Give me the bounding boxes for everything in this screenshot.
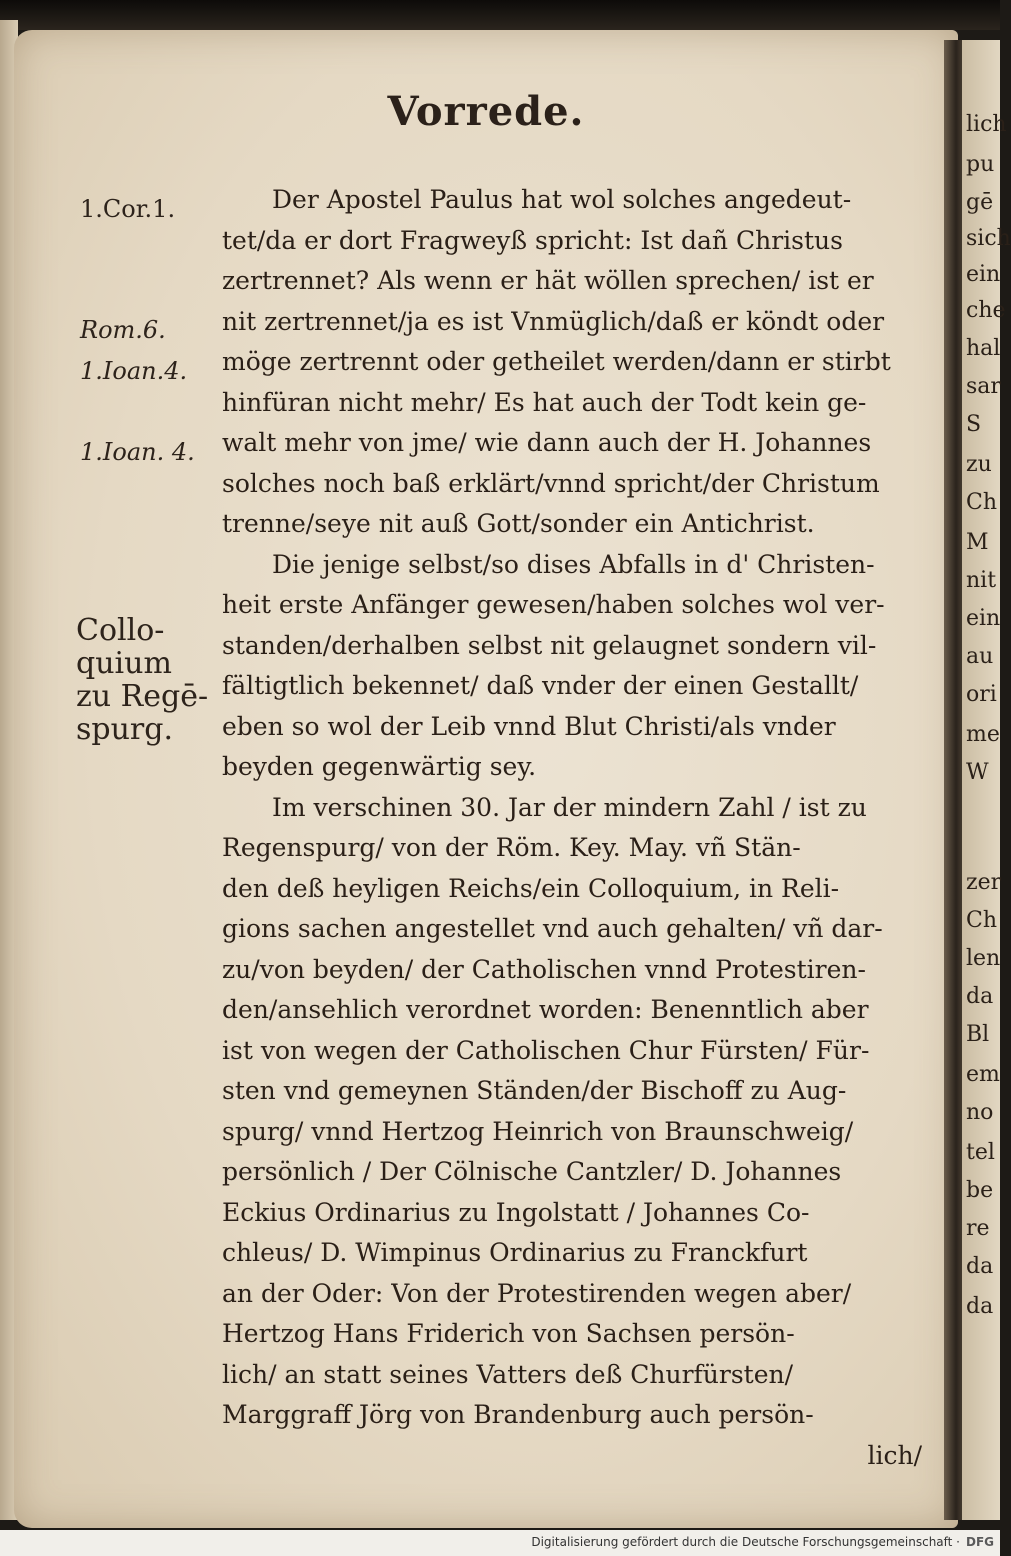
next-page-fragment: Ch: [966, 908, 998, 933]
next-page-fragment: M: [966, 530, 989, 555]
text-line: persönlich / Der Cölnische Cantzler/ D. Johannes: [222, 1157, 842, 1186]
margin-gloss-line-2: quium: [76, 646, 172, 681]
text-line: Der Apostel Paulus hat wol solches angedeut-: [272, 185, 852, 214]
next-page-fragment: ein: [966, 606, 1001, 631]
next-page-fragment: da: [966, 1254, 994, 1279]
next-page-fragment: da: [966, 984, 994, 1009]
next-page-fragment: au: [966, 644, 994, 669]
text-line: hinfüran nicht mehr/ Es hat auch der Todt kein ge-: [222, 387, 867, 417]
next-page-fragment: lich: [966, 112, 1007, 137]
margin-gloss-line-1: Collo-: [76, 613, 165, 648]
next-page-fragment: zu: [966, 452, 992, 477]
next-page-fragment: sar: [966, 374, 1001, 399]
text-line: spurg/ vnnd Hertzog Heinrich von Braunschweig/: [222, 1116, 854, 1146]
text-line: Regenspurg/ von der Röm. Key. May. vñ Stän-: [222, 833, 801, 862]
next-page-fragment: W: [966, 760, 989, 785]
next-page-fragment: ein: [966, 262, 1001, 287]
text-line: eben so wol der Leib vnnd Blut Christi/als vnder: [222, 711, 836, 741]
text-line: zu/von beyden/ der Catholischen vnnd Protestiren-: [222, 954, 866, 984]
text-line: tet/da er dort Fragweyß spricht: Ist dañ Christus: [222, 225, 843, 255]
text-line: gions sachen angestellet vnd auch gehalten/ vñ dar-: [222, 914, 883, 943]
next-page-fragment: em: [966, 1062, 1000, 1087]
next-page-fragment: ori: [966, 682, 997, 707]
dfg-logo: DFG: [965, 1535, 994, 1549]
next-page-fragment: me: [966, 722, 1000, 747]
book-binding-top: [0, 0, 1000, 30]
text-line: beyden gegenwärtig sey.: [222, 752, 537, 781]
body-text: [222, 180, 922, 1476]
next-page-fragment: zer: [966, 870, 1002, 895]
text-line: den/ansehlich verordnet worden: Benenntlich aber: [222, 995, 869, 1024]
text-line: an der Oder: Von der Protestirenden wegen aber/: [222, 1278, 852, 1308]
margin-note-ioan-1: 1.Ioan.4.: [80, 357, 188, 385]
margin-note-cor: 1.Cor.1.: [80, 195, 176, 223]
text-line: heit erste Anfänger gewesen/haben solches wol ver-: [222, 590, 885, 619]
next-page-fragment: nit: [966, 568, 997, 593]
book-page: [14, 30, 958, 1528]
page-title: Vorrede.: [387, 88, 585, 135]
margin-gloss-line-4: spurg.: [76, 712, 174, 747]
text-line: sten vnd gemeynen Ständen/der Bischoff zu Aug-: [222, 1076, 847, 1105]
next-page-fragment: da: [966, 1294, 994, 1319]
next-page-edge: [962, 40, 1011, 1520]
text-line: solches noch baß erklärt/vnnd spricht/der Christum: [222, 468, 880, 498]
text-line: Hertzog Hans Friderich von Sachsen persön-: [222, 1319, 795, 1348]
next-page-fragment: Ch: [966, 490, 998, 515]
text-line: den deß heyligen Reichs/ein Colloquium, in Reli-: [222, 873, 840, 903]
next-page-fragment: pu: [966, 152, 995, 177]
text-line: trenne/seye nit auß Gott/sonder ein Antichrist.: [222, 509, 815, 538]
book-gutter: [944, 40, 964, 1520]
text-line: Eckius Ordinarius zu Ingolstatt / Johannes Co-: [222, 1197, 810, 1227]
margin-gloss-line-3: zu Regē-: [76, 679, 209, 714]
text-line: ist von wegen der Catholischen Chur Fürsten/ Für-: [222, 1035, 870, 1065]
text-line-catchword: lich/: [867, 1440, 922, 1470]
text-line: Die jenige selbst/so dises Abfalls in d' Christen-: [272, 549, 875, 579]
margin-note-rom: Rom.6.: [80, 316, 166, 344]
next-page-fragment: len: [966, 946, 1001, 971]
next-page-fragment: re: [966, 1216, 990, 1241]
text-line: Im verschinen 30. Jar der mindern Zahl / ist zu: [272, 792, 867, 822]
text-line: Marggraff Jörg von Brandenburg auch persön-: [222, 1400, 814, 1429]
next-page-fragment: S: [966, 412, 982, 437]
next-page-fragment: che: [966, 298, 1006, 323]
text-line: standen/derhalben selbst nit gelaugnet sondern vil-: [222, 630, 877, 660]
text-line: walt mehr von jme/ wie dann auch der H. Johannes: [222, 428, 872, 457]
text-line: nit zertrennet/ja es ist Vnmüglich/daß er köndt oder: [222, 306, 885, 336]
next-page-fragment: tel: [966, 1140, 995, 1165]
next-page-fragment: sich: [966, 226, 1011, 251]
text-line: zertrennet? Als wenn er hät wöllen sprechen/ ist er: [222, 266, 874, 295]
text-line: fältigtlich bekennet/ daß vnder der einen Gestallt/: [222, 671, 859, 700]
text-line: lich/ an statt seines Vatters deß Churfürsten/: [222, 1359, 794, 1389]
next-page-fragment: no: [966, 1100, 994, 1125]
footer-bar: [0, 1530, 1000, 1556]
next-page-fragment: Bl: [966, 1022, 990, 1047]
text-line: chleus/ D. Wimpinus Ordinarius zu Franckfurt: [222, 1238, 808, 1267]
text-line: möge zertrennt oder getheilet werden/dann er stirbt: [222, 347, 891, 376]
margin-note-ioan-2: 1.Ioan. 4.: [80, 438, 195, 466]
next-page-fragment: hal: [966, 336, 1001, 361]
next-page-fragment: be: [966, 1178, 994, 1203]
next-page-fragment: gē: [966, 190, 994, 215]
footer-credit: Digitalisierung gefördert durch die Deutsche Forschungsgemeinschaft ·: [531, 1535, 960, 1549]
